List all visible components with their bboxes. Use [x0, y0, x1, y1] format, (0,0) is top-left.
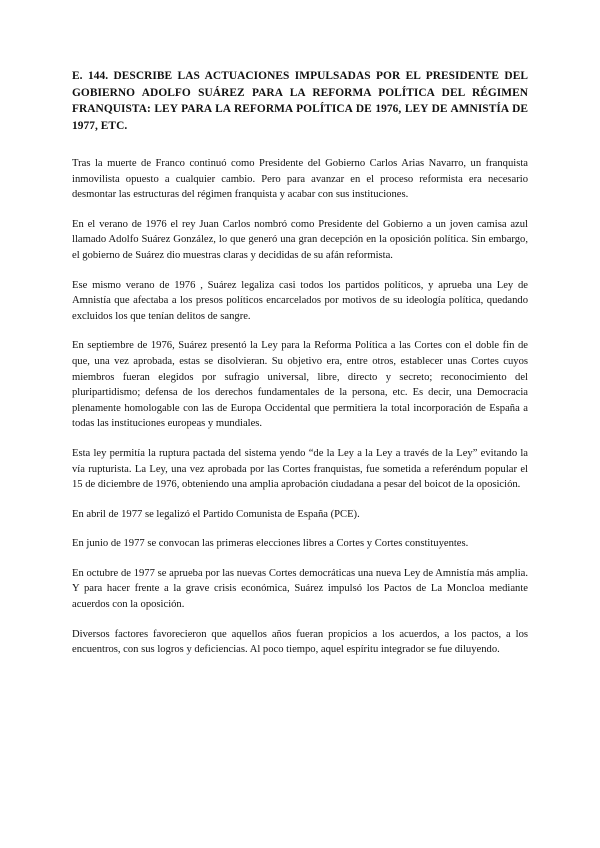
paragraph-3: Ese mismo verano de 1976 , Suárez legaliza casi todos los partidos políticos, y aprueba una Ley de Amnistía que afectaba a los presos políticos encarcelados por motivos de su ideología política, quedando excluidos los que tenían delitos de sangre.: [72, 279, 528, 322]
paragraph-7: En junio de 1977 se convocan las primeras elecciones libres a Cortes y Cortes constituyentes.: [72, 538, 469, 550]
document-page: [72, 68, 528, 672]
paragraph-9: Diversos factores favorecieron que aquellos años fueran propicios a los acuerdos, a los pactos, a los encuentros, con sus logros y deficiencias. Al poco tiempo, aquel espíritu integrador se fue diluyendo.: [72, 628, 528, 656]
document-title: E. 144. DESCRIBE LAS ACTUACIONES IMPULSADAS POR EL PRESIDENTE DEL GOBIERNO ADOLFO SUÁREZ PARA LA REFORMA POLÍTICA DEL RÉGIMEN FRANQUISTA: LEY PARA LA REFORMA POLÍTICA DE 1976, LEY DE AMNISTÍA DE 1977, ETC.: [72, 70, 528, 132]
paragraph-1: Tras la muerte de Franco continuó como Presidente del Gobierno Carlos Arias Navarro, un franquista inmovilista opuesto a cualquier cambio. Pero para avanzar en el proceso reformista era necesario desmontar las estructuras del régimen franquista y acabar con sus instituciones.: [72, 158, 528, 201]
paragraph-5: Esta ley permitía la ruptura pactada del sistema yendo “de la Ley a la Ley a través de la Ley” evitando la vía rupturista. La Ley, una vez aprobada por las Cortes franquistas, fue sometida a referéndum popular el 15 de diciembre de 1976, obteniendo una amplia aprobación ciudadana a pesar del boicot de la oposición.: [72, 447, 528, 491]
paragraph-6: En abril de 1977 se legalizó el Partido Comunista de España (PCE).: [72, 508, 360, 520]
paragraph-4: En septiembre de 1976, Suárez presentó la Ley para la Reforma Política a las Cortes con el doble fin de que, una vez aprobada, estas se disolvieran. Su objetivo era, entre otros, establecer unas Cortes cuyos miembros fueran elegidos por sufragio universal, libre, directo y secreto; reconocimiento del pluripartidismo; defensa de los derechos fundamentales de la persona, etc. Es decir, una Democracia plenamente homologable con las de Europa Occidental que permitiera la total incorporación de España a todas las instituciones europeas y mundiales.: [72, 340, 528, 430]
paragraph-2: En el verano de 1976 el rey Juan Carlos nombró como Presidente del Gobierno a un joven camisa azul llamado Adolfo Suárez González, lo que generó una gran decepción en la oposición política. Sin embargo, el gobierno de Suárez dio muestras claras y decididas de su afán reformista.: [72, 218, 528, 261]
paragraph-8: En octubre de 1977 se aprueba por las nuevas Cortes democráticas una nueva Ley de Amnistía más amplia. Y para hacer frente a la grave crisis económica, Suárez impulsó los Pactos de La Moncloa mediante acuerdos con la oposición.: [72, 567, 528, 611]
